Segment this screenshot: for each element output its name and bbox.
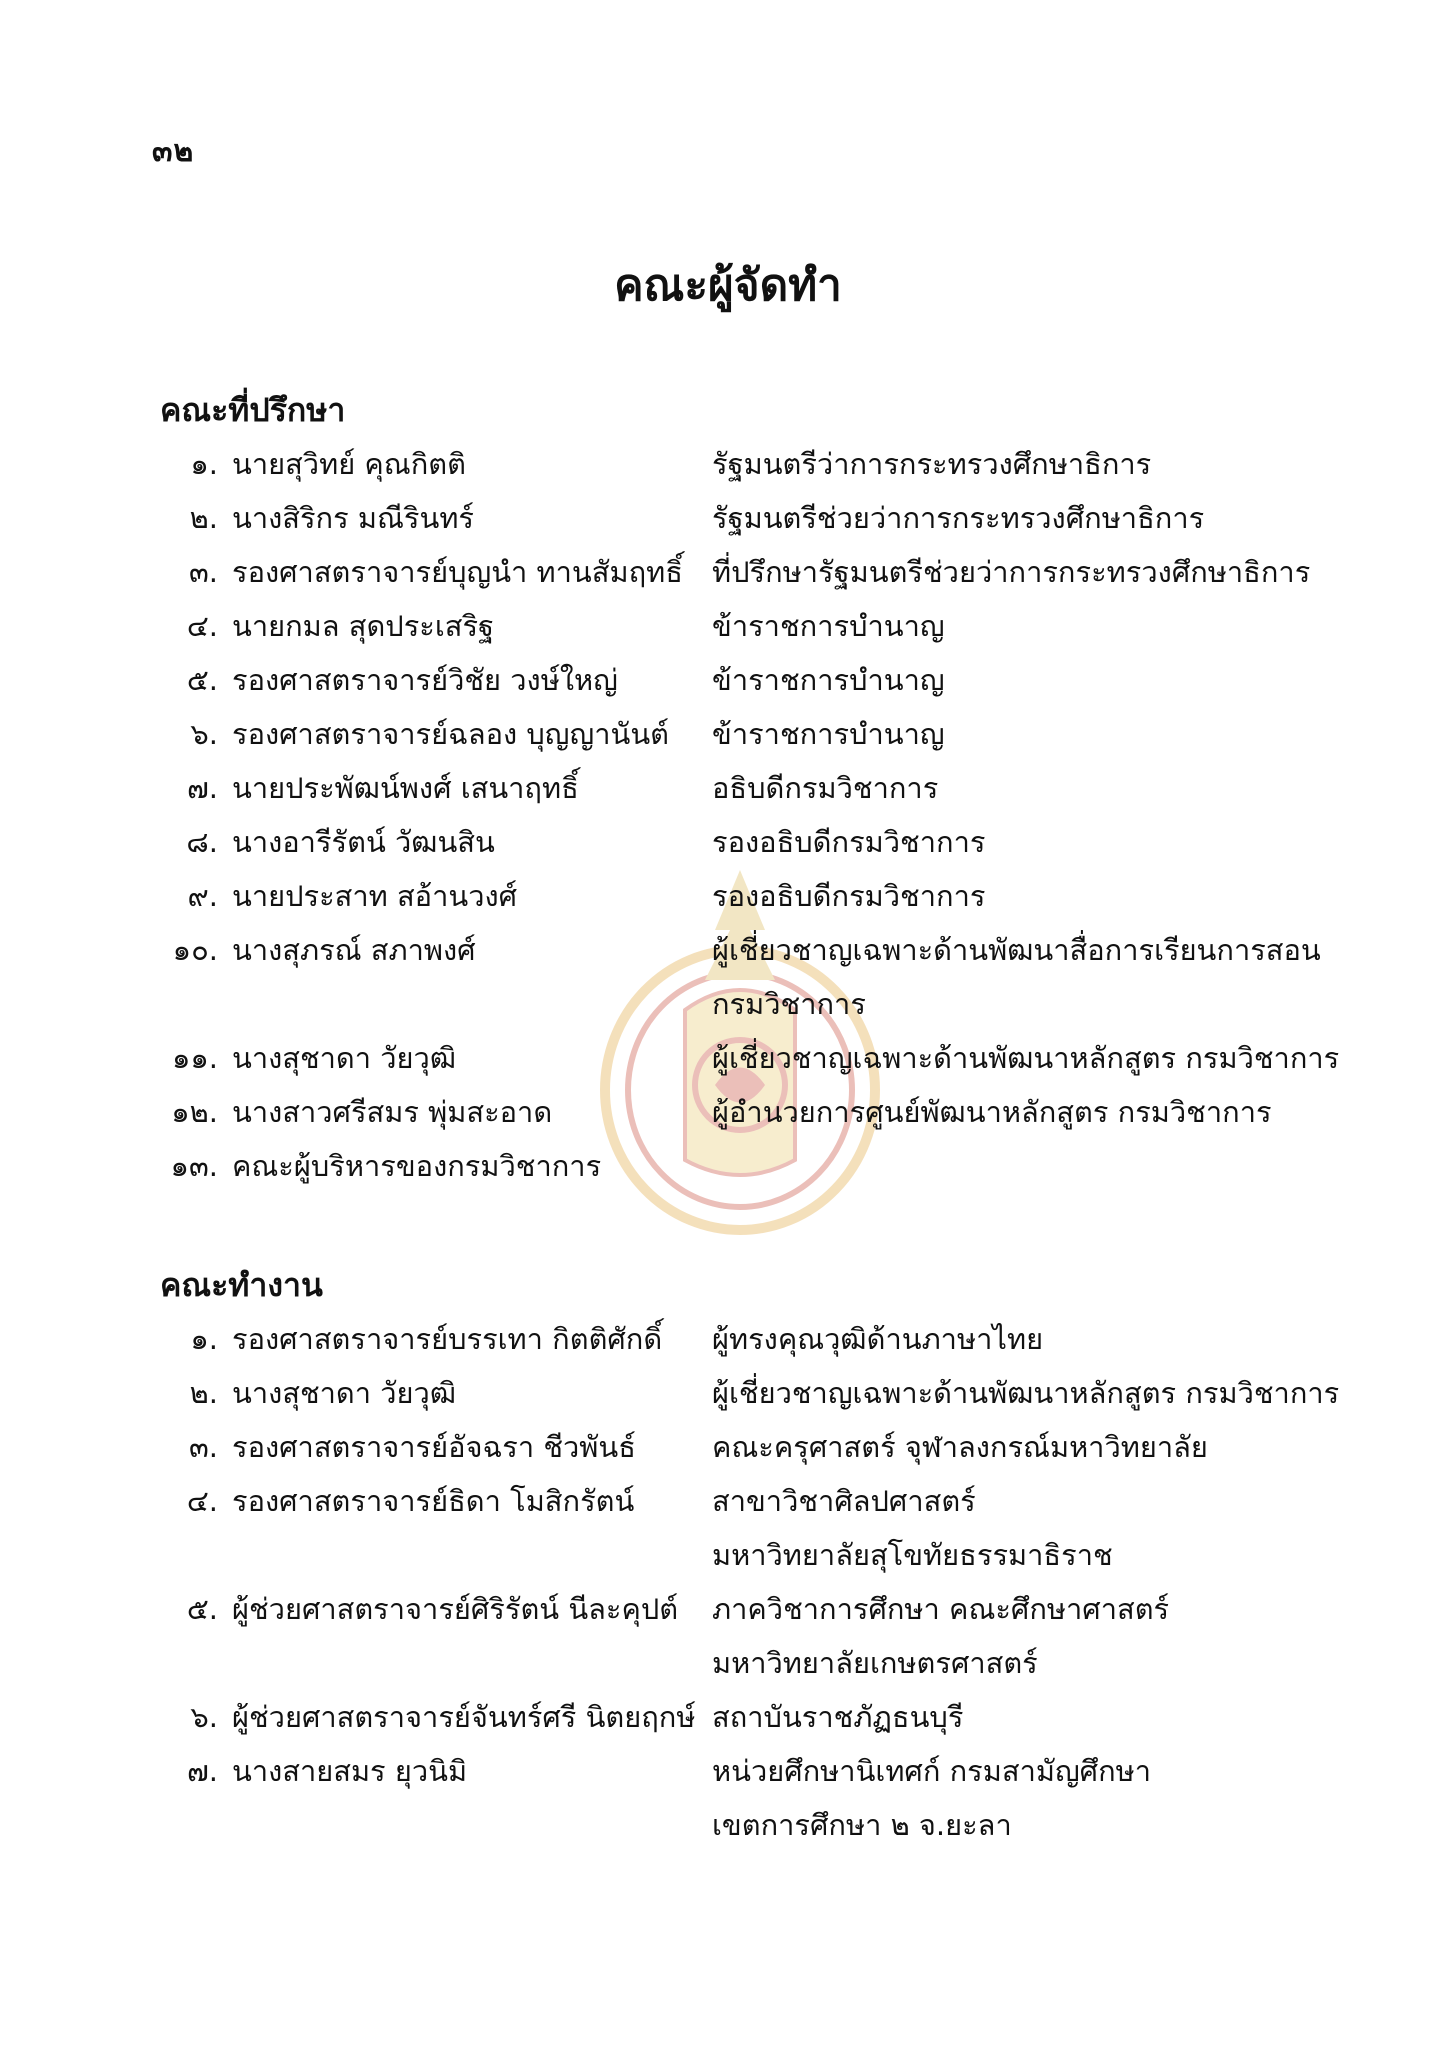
person-name: รองศาสตราจารย์อัจฉรา ชีวพันธ์ bbox=[232, 1430, 636, 1464]
item-number: ๑๓. bbox=[170, 1149, 218, 1183]
item-number: ๙. bbox=[187, 879, 218, 913]
person-role: ภาควิชาการศึกษา คณะศึกษาศาสตร์ มหาวิทยาลัยเกษตรศาสตร์ bbox=[712, 1592, 1170, 1680]
person-name: ผู้ช่วยศาสตราจารย์ศิริรัตน์ นีละคุปต์ bbox=[232, 1592, 679, 1626]
person-role: ผู้เชี่ยวชาญเฉพาะด้านพัฒนาหลักสูตร กรมวิชาการ bbox=[712, 1376, 1340, 1410]
person-role: ที่ปรึกษารัฐมนตรีช่วยว่าการกระทรวงศึกษาธิการ bbox=[712, 555, 1311, 589]
list-item bbox=[0, 599, 1456, 653]
person-role: สาขาวิชาศิลปศาสตร์ มหาวิทยาลัยสุโขทัยธรรมาธิราช bbox=[712, 1484, 1113, 1572]
list-item bbox=[0, 1312, 1456, 1366]
person-name: รองศาสตราจารย์บุญนำ ทานสัมฤทธิ์ bbox=[232, 555, 683, 589]
person-name: รองศาสตราจารย์บรรเทา กิตติศักดิ์ bbox=[232, 1322, 663, 1356]
item-number: ๑๒. bbox=[171, 1095, 218, 1129]
list-item bbox=[0, 869, 1456, 923]
item-number: ๒. bbox=[189, 501, 218, 535]
list-item bbox=[0, 545, 1456, 599]
list-item bbox=[0, 923, 1456, 1031]
person-name: นางสุชาดา วัยวุฒิ bbox=[232, 1041, 457, 1075]
person-role: อธิบดีกรมวิชาการ bbox=[712, 771, 939, 805]
person-name: นางอารีรัตน์ วัฒนสิน bbox=[232, 825, 495, 859]
person-name: นางสิริกร มณีรินทร์ bbox=[232, 501, 475, 535]
person-role: ข้าราชการบำนาญ bbox=[712, 663, 945, 697]
item-number: ๑๐. bbox=[172, 933, 218, 967]
person-role: ผู้อำนวยการศูนย์พัฒนาหลักสูตร กรมวิชาการ bbox=[712, 1095, 1272, 1129]
list-item bbox=[0, 761, 1456, 815]
person-role: สถาบันราชภัฏธนบุรี bbox=[712, 1700, 964, 1734]
list-item bbox=[0, 1420, 1456, 1474]
item-number: ๑. bbox=[190, 1322, 218, 1356]
person-role: ผู้เชี่ยวชาญเฉพาะด้านพัฒนาหลักสูตร กรมวิชาการ bbox=[712, 1041, 1340, 1075]
list-item bbox=[0, 815, 1456, 869]
list-item bbox=[0, 1474, 1456, 1582]
page-number: ๓๒ bbox=[152, 134, 195, 169]
person-name: นายสุวิทย์ คุณกิตติ bbox=[232, 447, 466, 481]
item-number: ๕. bbox=[186, 663, 218, 697]
person-role: ผู้ทรงคุณวุฒิด้านภาษาไทย bbox=[712, 1322, 1044, 1356]
list-item bbox=[0, 1744, 1456, 1852]
person-role: ข้าราชการบำนาญ bbox=[712, 717, 945, 751]
person-role: คณะครุศาสตร์ จุฬาลงกรณ์มหาวิทยาลัย bbox=[712, 1430, 1208, 1464]
item-number: ๑๑. bbox=[171, 1041, 218, 1075]
list-item bbox=[0, 1582, 1456, 1690]
list-item bbox=[0, 653, 1456, 707]
person-name: รองศาสตราจารย์ธิดา โมสิกรัตน์ bbox=[232, 1484, 635, 1518]
person-role: ผู้เชี่ยวชาญเฉพาะด้านพัฒนาสื่อการเรียนการสอน กรมวิชาการ bbox=[712, 933, 1321, 1021]
person-name: ผู้ช่วยศาสตราจารย์จันทร์ศรี นิตยฤกษ์ bbox=[232, 1700, 696, 1734]
person-name: นางสายสมร ยุวนิมิ bbox=[232, 1754, 468, 1788]
person-name: รองศาสตราจารย์วิชัย วงษ์ใหญ่ bbox=[232, 663, 618, 697]
item-number: ๗. bbox=[186, 1754, 218, 1788]
person-name: นายประพัฒน์พงศ์ เสนาฤทธิ์ bbox=[232, 771, 579, 805]
item-number: ๓. bbox=[188, 555, 218, 589]
list-item bbox=[0, 1690, 1456, 1744]
item-number: ๖. bbox=[190, 1700, 218, 1734]
person-role: รองอธิบดีกรมวิชาการ bbox=[712, 879, 986, 913]
item-number: ๓. bbox=[188, 1430, 218, 1464]
list-item bbox=[0, 707, 1456, 761]
item-number: ๑. bbox=[190, 447, 218, 481]
person-role: รองอธิบดีกรมวิชาการ bbox=[712, 825, 986, 859]
list-item bbox=[0, 1366, 1456, 1420]
person-role: รัฐมนตรีว่าการกระทรวงศึกษาธิการ bbox=[712, 447, 1152, 481]
list-item bbox=[0, 1139, 1456, 1193]
person-role: รัฐมนตรีช่วยว่าการกระทรวงศึกษาธิการ bbox=[712, 501, 1205, 535]
person-name: รองศาสตราจารย์ฉลอง บุญญานันต์ bbox=[232, 717, 669, 751]
person-role: ข้าราชการบำนาญ bbox=[712, 609, 945, 643]
item-number: ๖. bbox=[190, 717, 218, 751]
list-item bbox=[0, 1031, 1456, 1085]
section-heading: คณะที่ปรึกษา bbox=[160, 391, 346, 429]
section-heading: คณะทำงาน bbox=[160, 1266, 323, 1304]
working-group-list bbox=[0, 1312, 1456, 1852]
list-item bbox=[0, 1085, 1456, 1139]
item-number: ๗. bbox=[186, 771, 218, 805]
item-number: ๘. bbox=[186, 825, 218, 859]
list-item bbox=[0, 491, 1456, 545]
item-number: ๕. bbox=[186, 1592, 218, 1626]
list-item bbox=[0, 437, 1456, 491]
advisors-list bbox=[0, 437, 1456, 1193]
person-name: นางสุชาดา วัยวุฒิ bbox=[232, 1376, 457, 1410]
person-name: นายประสาท สอ้านวงศ์ bbox=[232, 879, 518, 913]
item-number: ๔. bbox=[186, 1484, 218, 1518]
person-role bbox=[712, 1139, 1352, 1193]
person-name: นางสุภรณ์ สภาพงศ์ bbox=[232, 933, 476, 967]
item-number: ๒. bbox=[189, 1376, 218, 1410]
person-name: นายกมล สุดประเสริฐ bbox=[232, 609, 495, 643]
item-number: ๔. bbox=[186, 609, 218, 643]
page-title: คณะผู้จัดทำ bbox=[614, 260, 842, 311]
person-name: คณะผู้บริหารของกรมวิชาการ bbox=[232, 1149, 602, 1183]
person-role: หน่วยศึกษานิเทศก์ กรมสามัญศึกษา เขตการศึกษา ๒ จ.ยะลา bbox=[712, 1754, 1152, 1842]
person-name: นางสาวศรีสมร พุ่มสะอาด bbox=[232, 1095, 553, 1129]
